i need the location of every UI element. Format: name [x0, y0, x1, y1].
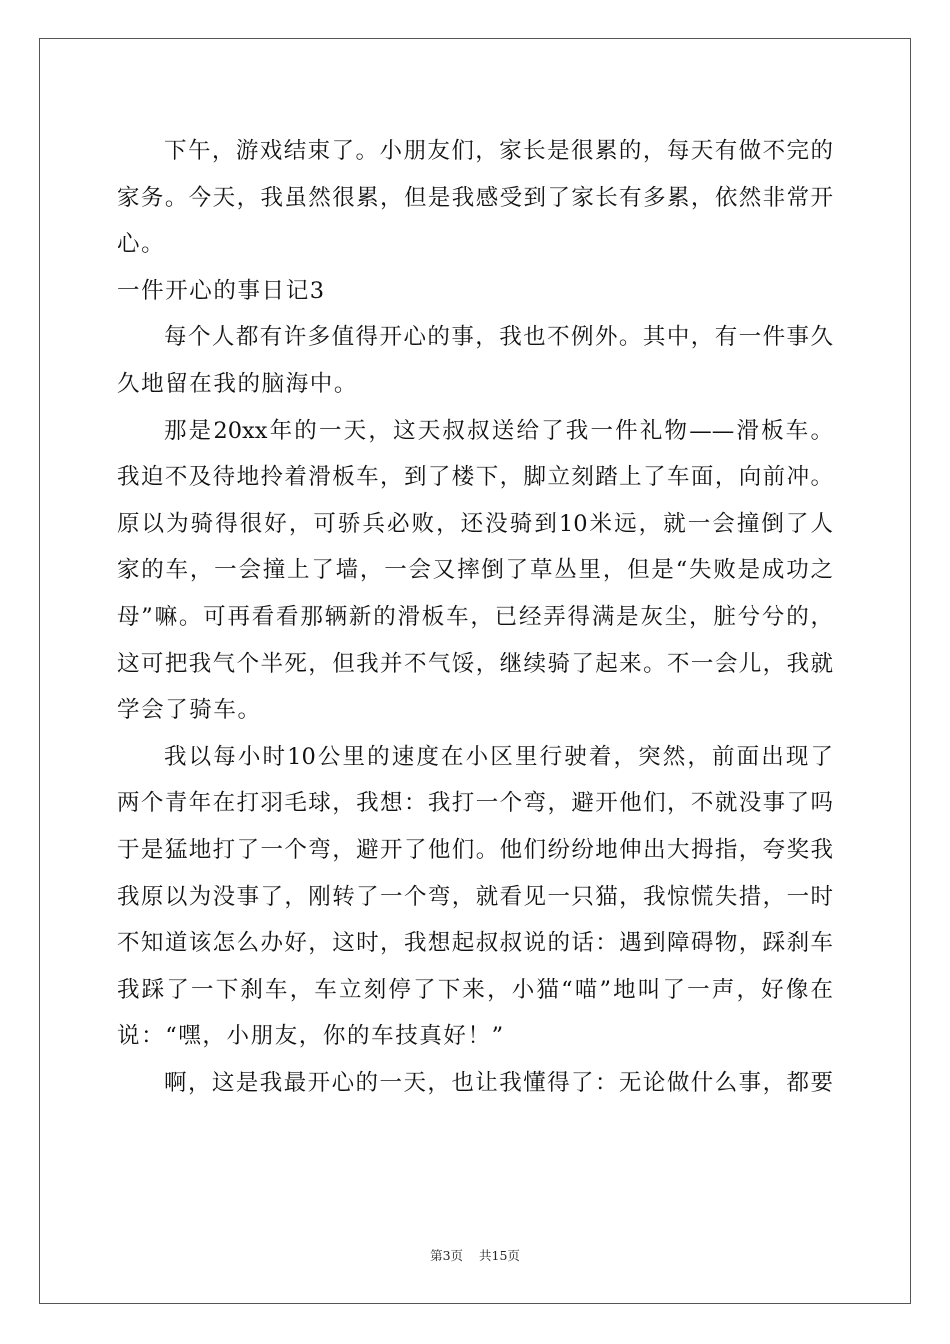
paragraph-line: 心。 — [117, 231, 166, 258]
paragraph-line: 说：“嘿，小朋友，你的车技真好！” — [117, 1023, 505, 1050]
page-number: 第3页 — [430, 1248, 464, 1263]
paragraph-line: 每个人都有许多值得开心的事，我也不例外。其中，有一件事久 — [164, 324, 833, 351]
paragraph-line: 不知道该怎么办好，这时，我想起叔叔说的话：遇到障碍物，踩刹车 — [117, 930, 833, 957]
paragraph-line: 家的车，一会撞上了墙，一会又摔倒了草丛里，但是“失败是成功之 — [117, 557, 833, 584]
paragraph-line: 家务。今天，我虽然很累，但是我感受到了家长有多累，依然非常开 — [117, 184, 833, 211]
paragraph-line: 两个青年在打羽毛球，我想：我打一个弯，避开他们，不就没事了吗 — [117, 790, 833, 817]
paragraph-line: 于是猛地打了一个弯，避开了他们。他们纷纷地伸出大拇指，夸奖我 — [117, 836, 833, 863]
paragraph-line: 原以为骑得很好，可骄兵必败，还没骑到10米远，就一会撞倒了人 — [117, 510, 833, 537]
document-body — [117, 128, 833, 1106]
paragraph-line: 我踩了一下刹车，车立刻停了下来，小猫“喵”地叫了一声，好像在 — [117, 976, 833, 1003]
paragraph-line: 我原以为没事了，刚转了一个弯，就看见一只猫，我惊慌失措，一时 — [117, 883, 833, 910]
paragraph-line: 我以每小时10公里的速度在小区里行驶着，突然，前面出现了 — [164, 743, 833, 770]
paragraph-line: 这可把我气个半死，但我并不气馁，继续骑了起来。不一会儿，我就 — [117, 650, 833, 677]
page-footer — [0, 1246, 950, 1264]
page-total: 共15页 — [479, 1248, 520, 1263]
section-heading: 一件开心的事日记3 — [117, 277, 326, 304]
paragraph-line: 我迫不及待地拎着滑板车，到了楼下，脚立刻踏上了车面，向前冲。 — [117, 464, 833, 491]
paragraph-line: 啊，这是我最开心的一天，也让我懂得了：无论做什么事，都要 — [164, 1069, 833, 1096]
paragraph-line: 那是20xx年的一天，这天叔叔送给了我一件礼物——滑板车。 — [164, 417, 833, 444]
paragraph-line: 母”嘛。可再看看那辆新的滑板车，已经弄得满是灰尘，脏兮兮的， — [117, 603, 833, 630]
paragraph-line: 下午，游戏结束了。小朋友们，家长是很累的，每天有做不完的 — [164, 138, 833, 164]
paragraph-line: 久地留在我的脑海中。 — [117, 370, 359, 397]
paragraph-line: 学会了骑车。 — [117, 697, 262, 724]
